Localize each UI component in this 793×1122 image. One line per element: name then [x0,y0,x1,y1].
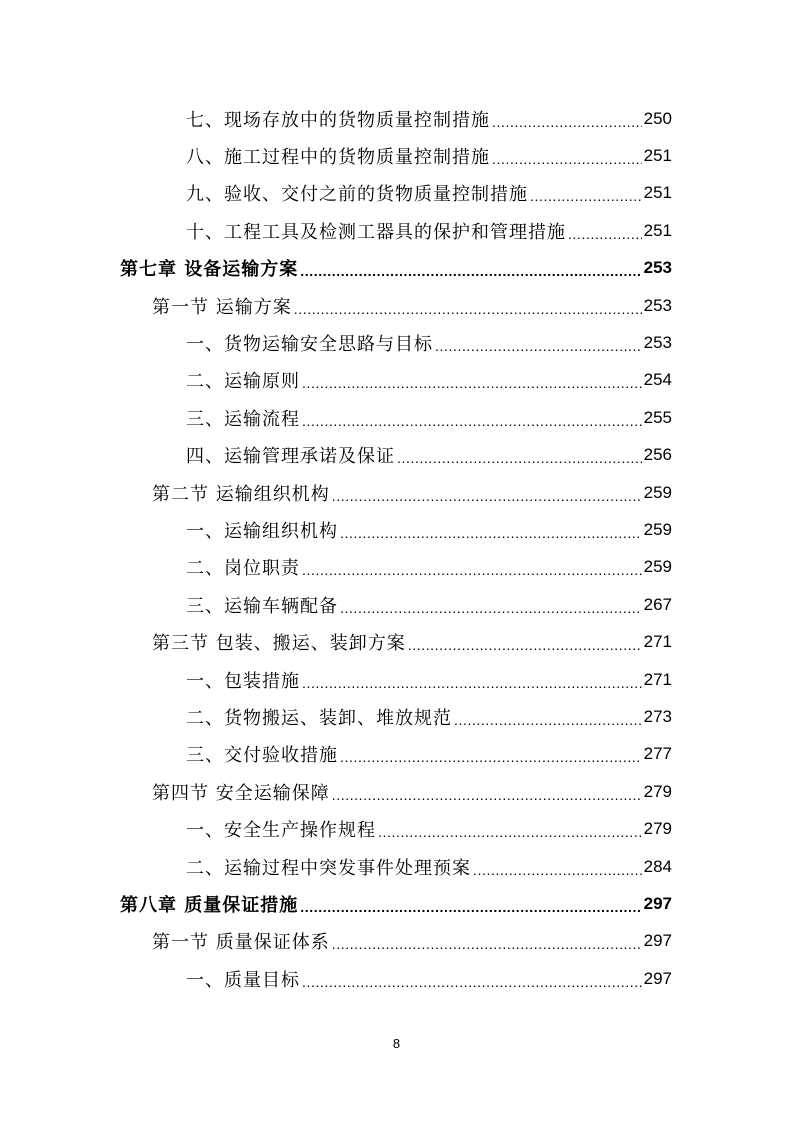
toc-page-number: 267 [643,594,672,614]
toc-dot-leader [302,556,642,578]
toc-dot-leader [397,444,642,466]
toc-dot-leader [300,257,641,279]
toc-page-number: 251 [643,220,672,240]
toc-dot-leader [332,482,642,504]
toc-entry[interactable] [0,399,793,436]
toc-dot-leader [302,407,642,429]
toc-page-number: 251 [643,183,672,203]
toc-dot-leader [294,295,642,317]
toc-entry-title: 三、交付验收措施 [186,745,338,767]
toc-page-number: 253 [643,258,672,278]
toc-entry[interactable] [0,362,793,399]
toc-entry-title: 第三节 包装、搬运、装卸方案 [152,633,406,655]
toc-entry-title: 一、货物运输安全思路与目标 [186,334,433,356]
toc-entry-title: 十、工程工具及检测工器具的保护和管理措施 [186,221,566,243]
toc-entry-title: 一、安全生产操作规程 [186,820,376,842]
toc-page-number: 253 [643,295,672,315]
toc-entry-title: 三、运输车辆配备 [186,595,338,617]
toc-dot-leader [300,893,641,915]
toc-entry[interactable] [0,885,793,922]
toc-entry[interactable] [0,848,793,885]
toc-entry[interactable] [0,437,793,474]
toc-page-number: 271 [643,632,672,652]
toc-dot-leader [378,818,642,840]
toc-page-number: 254 [643,370,672,390]
toc-entry-title: 二、运输原则 [186,371,300,393]
toc-entry[interactable] [0,212,793,249]
toc-dot-leader [492,108,642,130]
toc-entry-title: 第七章 设备运输方案 [120,259,299,281]
toc-entry[interactable] [0,511,793,548]
toc-entry-title: 一、质量目标 [186,969,300,991]
toc-page-number: 259 [643,482,672,502]
toc-page-number: 253 [643,333,672,353]
toc-dot-leader [340,743,642,765]
toc-entry[interactable] [0,773,793,810]
toc-page-number: 271 [643,669,672,689]
toc-entry-title: 二、岗位职责 [186,558,300,580]
toc-entry[interactable] [0,137,793,174]
toc-entry-title: 第二节 运输组织机构 [152,483,330,505]
toc-page-number: 256 [643,445,672,465]
toc-entry-title: 第一节 运输方案 [152,296,292,318]
toc-entry-title: 第四节 安全运输保障 [152,782,330,804]
toc-entry[interactable] [0,175,793,212]
toc-page-number: 259 [643,557,672,577]
toc-page-number: 297 [643,931,672,951]
toc-entry[interactable] [0,100,793,137]
toc-entry[interactable] [0,736,793,773]
toc-entry[interactable] [0,474,793,511]
toc-page-number: 297 [643,968,672,988]
toc-dot-leader [568,220,642,242]
toc-dot-leader [435,332,642,354]
toc-entry[interactable] [0,549,793,586]
toc-page-number: 251 [643,146,672,166]
toc-entry[interactable] [0,324,793,361]
toc-dot-leader [302,669,642,691]
toc-page-number: 297 [643,893,672,913]
toc-entry-title: 七、现场存放中的货物质量控制措施 [186,109,490,131]
toc-entry-title: 二、运输过程中突发事件处理预案 [186,857,471,879]
toc-entry[interactable] [0,923,793,960]
toc-page-number: 277 [643,744,672,764]
toc-dot-leader [302,369,642,391]
toc-entry-title: 八、施工过程中的货物质量控制措施 [186,147,490,169]
table-of-contents [0,100,793,997]
toc-entry[interactable] [0,661,793,698]
toc-dot-leader [454,706,642,728]
toc-entry-title: 一、包装措施 [186,670,300,692]
toc-page-number: 259 [643,519,672,539]
toc-entry[interactable] [0,586,793,623]
toc-entry-title: 二、货物搬运、装卸、堆放规范 [186,707,452,729]
toc-page-number: 250 [643,108,672,128]
toc-entry-title: 四、运输管理承诺及保证 [186,446,395,468]
toc-page-number: 279 [643,781,672,801]
toc-entry[interactable] [0,623,793,660]
toc-entry[interactable] [0,250,793,287]
toc-entry-title: 第八章 质量保证措施 [120,894,299,916]
toc-page-number: 255 [643,407,672,427]
toc-dot-leader [340,594,642,616]
toc-dot-leader [492,145,642,167]
toc-dot-leader [340,519,642,541]
toc-entry[interactable] [0,960,793,997]
toc-entry-title: 第一节 质量保证体系 [152,932,330,954]
toc-entry-title: 九、验收、交付之前的货物质量控制措施 [186,184,528,206]
toc-dot-leader [530,182,642,204]
toc-dot-leader [332,930,642,952]
toc-dot-leader [408,631,642,653]
toc-dot-leader [302,968,642,990]
toc-entry[interactable] [0,810,793,847]
page-number: 8 [392,1036,401,1051]
toc-entry[interactable] [0,698,793,735]
toc-page-number: 284 [643,856,672,876]
toc-entry-title: 一、运输组织机构 [186,520,338,542]
toc-page-number: 273 [643,706,672,726]
toc-entry-title: 三、运输流程 [186,408,300,430]
toc-entry[interactable] [0,287,793,324]
toc-dot-leader [332,781,642,803]
toc-page-number: 279 [643,819,672,839]
toc-dot-leader [473,856,642,878]
